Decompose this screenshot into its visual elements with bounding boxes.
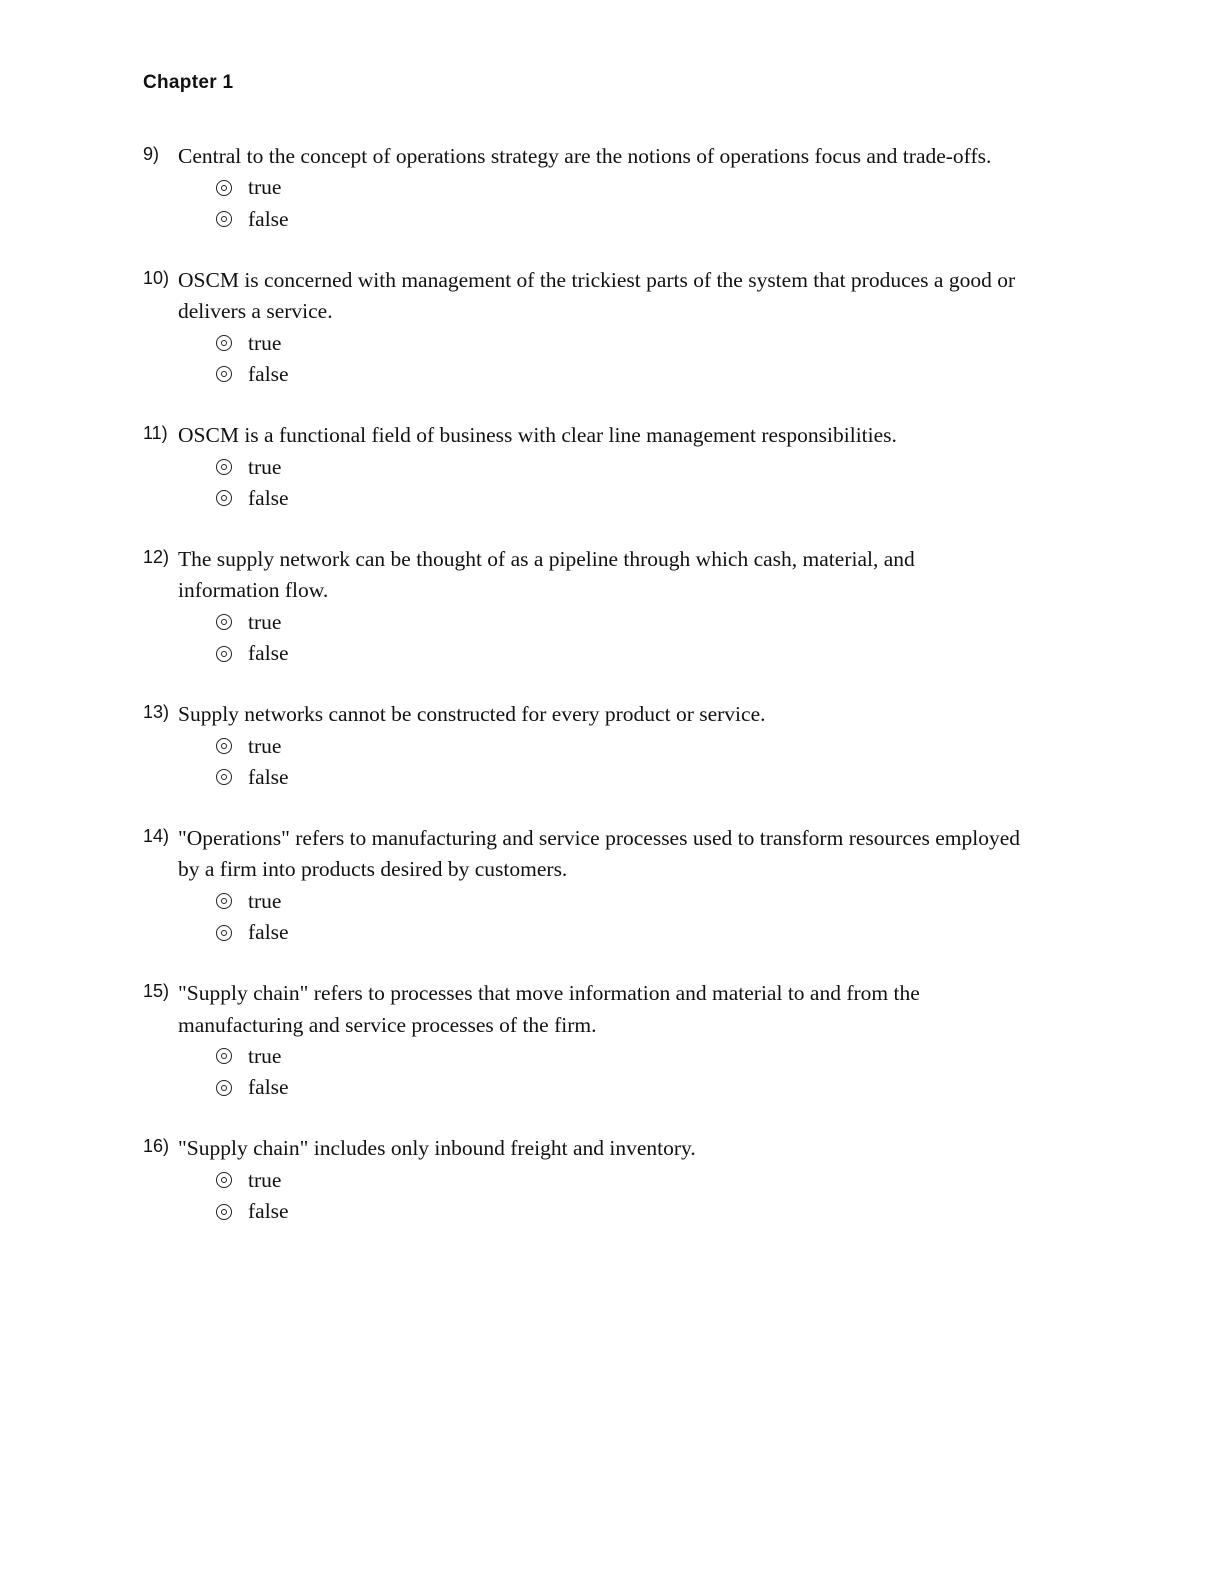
option-true[interactable]	[216, 327, 1043, 358]
radio-button-icon[interactable]	[216, 459, 232, 475]
question-number: 12)	[143, 546, 170, 567]
option-label: true	[248, 454, 282, 479]
option-false[interactable]	[216, 204, 1043, 235]
answer-options	[178, 607, 1043, 670]
radio-button-icon[interactable]	[216, 211, 232, 227]
question-9	[143, 141, 1043, 235]
question-number: 16)	[143, 1136, 170, 1157]
question-text: "Supply chain" refers to processes that move information and material to and from the manufacturing and service processes of the firm.	[178, 981, 920, 1037]
question-10	[143, 265, 1043, 390]
radio-button-icon[interactable]	[216, 490, 232, 506]
option-label: true	[248, 330, 282, 355]
option-true[interactable]	[216, 1041, 1043, 1072]
answer-options	[178, 886, 1043, 949]
answer-options	[178, 1041, 1043, 1104]
radio-button-icon[interactable]	[216, 769, 232, 785]
option-true[interactable]	[216, 607, 1043, 638]
radio-button-icon[interactable]	[216, 925, 232, 941]
option-label: true	[248, 888, 282, 913]
question-text: The supply network can be thought of as a pipeline through which cash, material, and information flow.	[178, 546, 915, 603]
question-text: OSCM is concerned with management of the trickiest parts of the system that produces a good or delivers a service.	[178, 267, 1016, 324]
question-text: "Operations" refers to manufacturing and service processes used to transform resources employed by a firm into products desired by customers.	[178, 826, 1021, 882]
answer-options	[178, 172, 1043, 235]
question-text: "Supply chain" includes only inbound freight and inventory.	[178, 1136, 696, 1161]
question-number: 14)	[143, 826, 170, 847]
option-label: false	[248, 206, 289, 231]
radio-button-icon[interactable]	[216, 335, 232, 351]
answer-options	[178, 327, 1043, 390]
radio-button-icon[interactable]	[216, 614, 232, 630]
option-label: false	[248, 920, 289, 945]
option-false[interactable]	[216, 1196, 1043, 1227]
option-false[interactable]	[216, 638, 1043, 669]
question-text: Supply networks cannot be constructed for every product or service.	[178, 702, 766, 727]
radio-button-icon[interactable]	[216, 738, 232, 754]
option-false[interactable]	[216, 483, 1043, 514]
option-false[interactable]	[216, 762, 1043, 793]
question-text: Central to the concept of operations strategy are the notions of operations focus and trade-offs.	[178, 144, 992, 168]
question-12	[143, 544, 1043, 669]
option-true[interactable]	[216, 730, 1043, 761]
question-number: 15)	[143, 981, 170, 1002]
question-text: OSCM is a functional field of business with clear line management responsibilities.	[178, 423, 897, 448]
radio-button-icon[interactable]	[216, 180, 232, 196]
chapter-heading: Chapter 1	[143, 72, 234, 93]
question-15	[143, 978, 1043, 1103]
radio-button-icon[interactable]	[216, 1080, 232, 1096]
question-number: 9)	[143, 144, 160, 164]
question-number: 10)	[143, 267, 170, 288]
answer-options	[178, 1165, 1043, 1228]
option-false[interactable]	[216, 917, 1043, 948]
option-label: true	[248, 609, 282, 634]
option-true[interactable]	[216, 1165, 1043, 1196]
option-label: false	[248, 1199, 289, 1224]
option-label: false	[248, 361, 289, 386]
radio-button-icon[interactable]	[216, 646, 232, 662]
question-13	[143, 699, 1043, 793]
answer-options	[178, 730, 1043, 793]
option-label: true	[248, 1043, 282, 1068]
question-number: 11)	[143, 423, 168, 444]
option-label: true	[248, 733, 282, 758]
answer-options	[178, 451, 1043, 514]
option-false[interactable]	[216, 359, 1043, 390]
question-14	[143, 823, 1043, 948]
question-list	[143, 141, 1043, 1257]
option-label: false	[248, 764, 289, 789]
radio-button-icon[interactable]	[216, 1204, 232, 1220]
option-true[interactable]	[216, 172, 1043, 203]
option-label: false	[248, 1075, 289, 1100]
option-false[interactable]	[216, 1072, 1043, 1103]
question-16	[143, 1133, 1043, 1227]
option-true[interactable]	[216, 886, 1043, 917]
radio-button-icon[interactable]	[216, 366, 232, 382]
option-label: false	[248, 641, 289, 665]
radio-button-icon[interactable]	[216, 893, 232, 909]
question-number: 13)	[143, 702, 170, 723]
option-label: true	[248, 1167, 282, 1192]
radio-button-icon[interactable]	[216, 1048, 232, 1064]
option-label: true	[248, 175, 282, 200]
radio-button-icon[interactable]	[216, 1172, 232, 1188]
question-11	[143, 420, 1043, 514]
option-label: false	[248, 485, 289, 510]
option-true[interactable]	[216, 451, 1043, 482]
